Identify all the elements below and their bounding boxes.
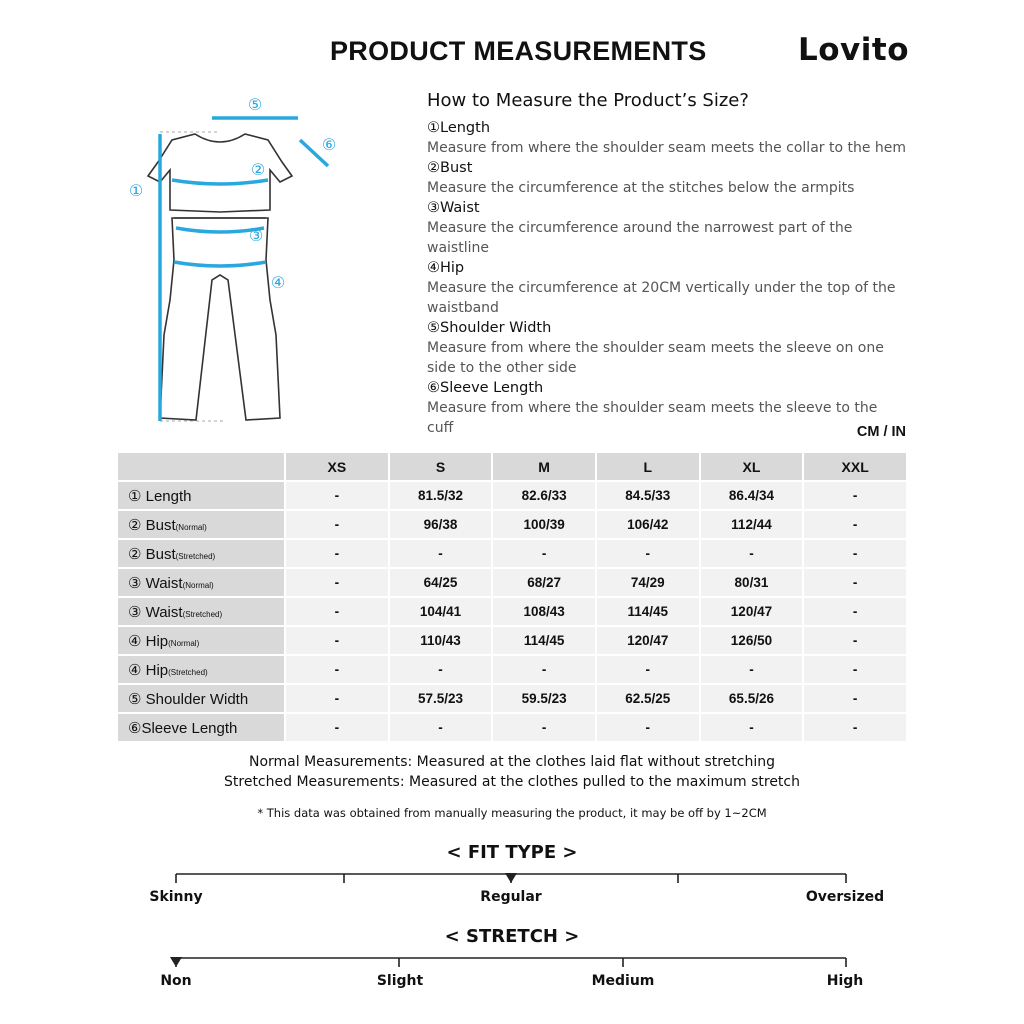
- table-cell: -: [804, 627, 906, 654]
- table-row: [118, 627, 906, 654]
- table-corner: [118, 453, 284, 480]
- table-cell: -: [804, 656, 906, 683]
- table-row: [118, 598, 906, 625]
- table-cell: 106/42: [597, 511, 699, 538]
- stretch-label-non: Non: [160, 973, 192, 989]
- table-cell: -: [493, 714, 595, 741]
- row-label-text: ② Bust: [128, 545, 176, 563]
- table-cell: -: [701, 656, 803, 683]
- row-label-text: ④ Hip: [128, 632, 169, 650]
- size-header: L: [597, 453, 699, 480]
- howto-item-hip: [427, 258, 907, 318]
- size-header: M: [493, 453, 595, 480]
- stretch-title: < STRETCH >: [444, 926, 580, 947]
- table-cell: -: [804, 714, 906, 741]
- table-cell: 104/41: [390, 598, 492, 625]
- table-cell: -: [286, 714, 388, 741]
- size-header: XXL: [804, 453, 906, 480]
- table-cell: -: [597, 714, 699, 741]
- howto-item-name: ②Bust: [427, 160, 473, 176]
- howto-item-desc: Measure from where the shoulder seam meets the sleeve on one side to the other side: [427, 340, 884, 376]
- marker-3: ③: [248, 226, 264, 245]
- table-cell: 120/47: [597, 627, 699, 654]
- row-label: [118, 540, 284, 567]
- row-label-suffix: (Normal): [168, 638, 200, 648]
- marker-6: ⑥: [321, 135, 337, 154]
- table-cell: -: [493, 656, 595, 683]
- measure-lines: [160, 118, 328, 421]
- table-cell: -: [286, 540, 388, 567]
- table-cell: 110/43: [390, 627, 492, 654]
- table-cell: -: [804, 482, 906, 509]
- table-cell: 80/31: [701, 569, 803, 596]
- row-label-text: ① Length: [128, 487, 192, 505]
- fit-label-regular: Regular: [480, 889, 542, 905]
- table-cell: 114/45: [493, 627, 595, 654]
- table-cell: 81.5/32: [390, 482, 492, 509]
- row-label-suffix: (Normal): [182, 580, 214, 590]
- row-label: [118, 482, 284, 509]
- table-row: [118, 714, 906, 741]
- table-cell: -: [286, 511, 388, 538]
- stretch-label-high: High: [826, 973, 864, 989]
- howto-item-desc: Measure from where the shoulder seam meets the sleeve to the cuff: [427, 400, 878, 436]
- marker-1: ①: [128, 181, 144, 200]
- table-cell: -: [286, 482, 388, 509]
- unit-label: CM / IN: [856, 424, 906, 440]
- row-label: [118, 714, 284, 741]
- stretch-label-medium: Medium: [591, 973, 655, 989]
- table-cell: 126/50: [701, 627, 803, 654]
- note-disclaimer: * This data was obtained from manually measuring the product, it may be off by 1~2CM: [257, 806, 767, 820]
- row-label-suffix: (Stretched): [168, 667, 208, 677]
- table-cell: 68/27: [493, 569, 595, 596]
- howto-item-bust: [427, 158, 907, 198]
- table-cell: -: [804, 540, 906, 567]
- table-cell: -: [597, 656, 699, 683]
- table-cell: 86.4/34: [701, 482, 803, 509]
- table-row: [118, 685, 906, 712]
- table-cell: 120/47: [701, 598, 803, 625]
- fit-type-title: < FIT TYPE >: [446, 842, 578, 863]
- row-label-text: ③ Waist: [128, 574, 183, 592]
- howto-item-desc: Measure from where the shoulder seam meets the collar to the hem: [427, 140, 907, 156]
- fit-label-skinny: Skinny: [149, 889, 203, 905]
- garment-diagram: [120, 90, 350, 430]
- fit-label-oversized: Oversized: [805, 889, 885, 905]
- table-cell: 108/43: [493, 598, 595, 625]
- table-cell: 82.6/33: [493, 482, 595, 509]
- note-stretched: Stretched Measurements: Measured at the clothes pulled to the maximum stretch: [224, 774, 800, 790]
- marker-5: ⑤: [247, 95, 263, 114]
- howto-item-sleeve: [427, 378, 907, 438]
- row-label-suffix: (Normal): [175, 522, 207, 532]
- size-table: [116, 451, 908, 743]
- howto-item-name: ④Hip: [427, 260, 465, 276]
- row-label-text: ④ Hip: [128, 661, 169, 679]
- table-cell: -: [804, 569, 906, 596]
- table-cell: -: [286, 598, 388, 625]
- table-cell: 114/45: [597, 598, 699, 625]
- table-cell: 84.5/33: [597, 482, 699, 509]
- table-cell: -: [286, 569, 388, 596]
- row-label-text: ② Bust: [128, 516, 176, 534]
- table-row: [118, 656, 906, 683]
- table-cell: -: [804, 598, 906, 625]
- table-cell: 59.5/23: [493, 685, 595, 712]
- hip-line: [174, 262, 266, 266]
- row-label-suffix: (Stretched): [175, 551, 216, 561]
- marker-4: ④: [270, 273, 286, 292]
- table-cell: -: [701, 714, 803, 741]
- howto-item-shoulder: [427, 318, 907, 378]
- table-row: [118, 569, 906, 596]
- fit-type-pointer: [505, 873, 517, 883]
- row-label: [118, 656, 284, 683]
- row-label-text: ⑤ Shoulder Width: [128, 690, 249, 708]
- row-label-text: ③ Waist: [128, 603, 183, 621]
- stretch-pointer: [170, 957, 182, 967]
- row-label: [118, 598, 284, 625]
- row-label-text: ⑥Sleeve Length: [128, 719, 238, 737]
- brand-logo: Lovito: [798, 32, 910, 68]
- row-label: [118, 685, 284, 712]
- table-cell: 65.5/26: [701, 685, 803, 712]
- howto-list: [427, 118, 907, 438]
- howto-item-name: ⑥Sleeve Length: [427, 380, 544, 396]
- table-cell: -: [493, 540, 595, 567]
- table-cell: -: [286, 627, 388, 654]
- size-header: S: [390, 453, 492, 480]
- table-cell: 64/25: [390, 569, 492, 596]
- howto-item-name: ③Waist: [427, 200, 480, 216]
- size-header: XL: [701, 453, 803, 480]
- howto-item-name: ①Length: [427, 120, 491, 136]
- row-label-suffix: (Stretched): [182, 609, 223, 619]
- howto-item-desc: Measure the circumference around the narrowest part of the waistline: [427, 220, 853, 256]
- table-cell: 112/44: [701, 511, 803, 538]
- page-title: PRODUCT MEASUREMENTS: [330, 36, 707, 66]
- howto-item-length: [427, 118, 907, 158]
- table-cell: 74/29: [597, 569, 699, 596]
- howto-heading: How to Measure the Product’s Size?: [427, 90, 749, 111]
- table-cell: -: [286, 656, 388, 683]
- table-cell: 96/38: [390, 511, 492, 538]
- table-cell: 100/39: [493, 511, 595, 538]
- howto-item-desc: Measure the circumference at 20CM vertically under the top of the waistband: [427, 280, 896, 316]
- table-cell: -: [390, 714, 492, 741]
- table-row: [118, 482, 906, 509]
- howto-item-desc: Measure the circumference at the stitches below the armpits: [427, 180, 855, 196]
- fit-type-scale: [170, 866, 860, 890]
- table-cell: 62.5/25: [597, 685, 699, 712]
- table-cell: -: [701, 540, 803, 567]
- table-cell: -: [804, 511, 906, 538]
- table-row: [118, 540, 906, 567]
- stretch-scale: [170, 950, 860, 974]
- table-cell: -: [804, 685, 906, 712]
- table-cell: -: [597, 540, 699, 567]
- row-label: [118, 627, 284, 654]
- row-label: [118, 511, 284, 538]
- row-label: [118, 569, 284, 596]
- howto-item-waist: [427, 198, 907, 258]
- table-row: [118, 511, 906, 538]
- size-header: XS: [286, 453, 388, 480]
- table-header-row: [118, 453, 906, 480]
- stretch-label-slight: Slight: [376, 973, 424, 989]
- bust-line: [172, 180, 268, 184]
- marker-2: ②: [250, 160, 266, 179]
- note-normal: Normal Measurements: Measured at the clothes laid flat without stretching: [249, 754, 775, 770]
- table-cell: -: [286, 685, 388, 712]
- table-cell: -: [390, 656, 492, 683]
- table-cell: -: [390, 540, 492, 567]
- table-cell: 57.5/23: [390, 685, 492, 712]
- howto-item-name: ⑤Shoulder Width: [427, 320, 552, 336]
